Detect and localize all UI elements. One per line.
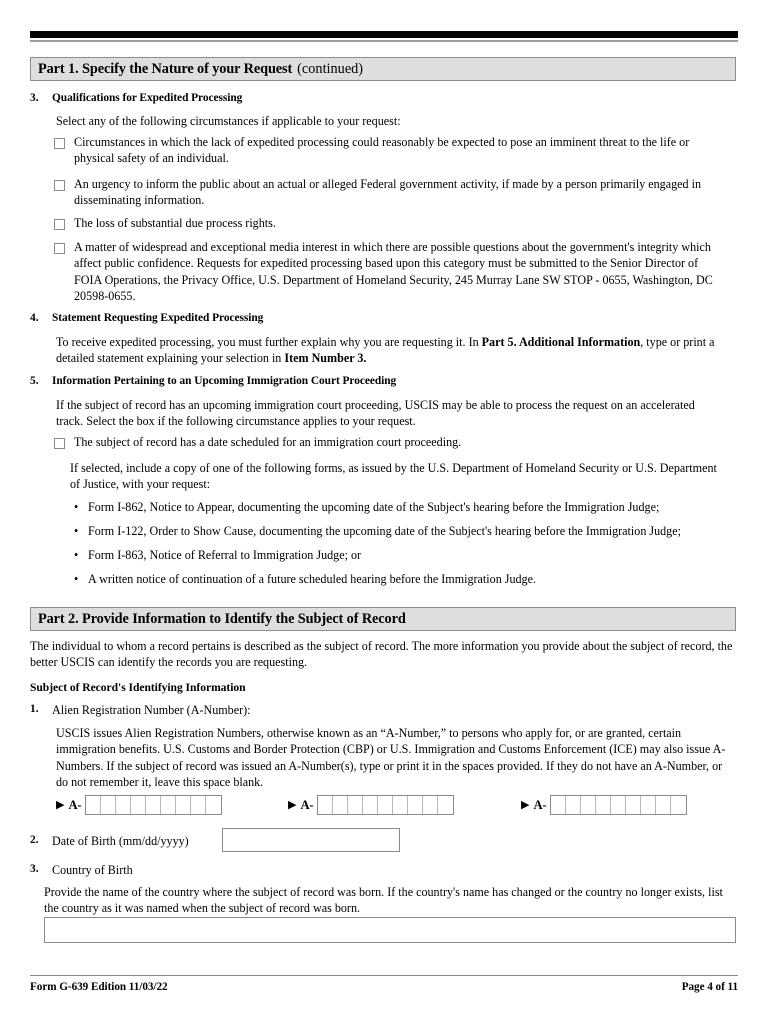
bullet-icon: • <box>74 572 79 586</box>
item-3-title: Qualifications for Expedited Processing <box>52 92 243 104</box>
a-number-cell[interactable] <box>438 796 453 814</box>
a-number-prefix-label: A- <box>300 797 314 812</box>
p2-item-3-number: 3. <box>30 863 39 875</box>
checkbox-due-process-rights[interactable] <box>54 219 65 230</box>
item-4-body-a: To receive expedited processing, you must further explain why you are requesting it. In <box>56 335 482 349</box>
a-number-cell[interactable] <box>611 796 626 814</box>
a-number-cell[interactable] <box>318 796 333 814</box>
a-number-cells-1[interactable] <box>85 795 222 815</box>
bullet-form-i-122: Form I-122, Order to Show Cause, documenting the upcoming date of the Subject's hearing before the Immigration Judge; <box>88 524 681 538</box>
item-4-body-bold-1: Part 5. Additional Information <box>481 335 641 349</box>
item-5-title: Information Pertaining to an Upcoming Immigration Court Proceeding <box>52 375 397 387</box>
a-number-cell[interactable] <box>378 796 393 814</box>
p2-item-1-number: 1. <box>30 703 39 715</box>
bullet-form-i-862: Form I-862, Notice to Appear, documenting the upcoming date of the Subject's hearing before the Immigration Judge; <box>88 500 660 514</box>
checkbox-urgency-inform-public-label: An urgency to inform the public about an actual or alleged Federal government activity, if made by a person primarily engaged in disseminating information. <box>74 177 701 208</box>
item-3-intro: Select any of the following circumstances if applicable to your request: <box>56 114 401 128</box>
item-3-number: 3. <box>30 92 39 104</box>
a-number-cell[interactable] <box>86 796 101 814</box>
arrow-icon: ▶ <box>56 798 65 811</box>
page-top-rules <box>30 31 738 42</box>
top-black-rule <box>30 31 738 38</box>
item-4-body-bold-2: Item Number 3. <box>284 351 367 366</box>
footer-divider <box>30 975 738 976</box>
item-4-title: Statement Requesting Expedited Processing <box>52 312 264 324</box>
p2-item-1-body: USCIS issues Alien Registration Numbers, otherwise known as an “A-Number,” to persons who apply for, or are granted, certain immigration benefits. U.S. Customs and Border Protection (CBP) or U.S. Immigration and Customs Enforcement (ICE) may also issue A-Numbers. If the subject of record was issued an A-Number(s), type or print it in the spaces provided. If they do not have an A-Number, or do not remember it, leave this space blank. <box>56 726 726 790</box>
bullet-written-notice-continuation: A written notice of continuation of a future scheduled hearing before the Immigration Judge. <box>88 572 536 586</box>
a-number-cell[interactable] <box>393 796 408 814</box>
a-number-cell[interactable] <box>626 796 641 814</box>
a-number-cell[interactable] <box>641 796 656 814</box>
a-number-cell[interactable] <box>581 796 596 814</box>
item-4-body <box>56 334 734 367</box>
a-number-prefix-label: A- <box>68 797 82 812</box>
a-number-cell[interactable] <box>191 796 206 814</box>
footer-page-number: Page 4 of 11 <box>681 981 738 993</box>
country-of-birth-label: Country of Birth <box>52 863 133 877</box>
date-of-birth-label: Date of Birth (mm/dd/yyyy) <box>52 834 189 848</box>
part-2-header <box>30 607 736 631</box>
a-number-cell[interactable] <box>551 796 566 814</box>
a-number-cell[interactable] <box>161 796 176 814</box>
a-number-field-1[interactable] <box>56 795 222 815</box>
a-number-cell[interactable] <box>146 796 161 814</box>
checkbox-urgency-inform-public[interactable] <box>54 180 65 191</box>
subject-of-record-subheading: Subject of Record's Identifying Information <box>30 681 246 694</box>
checkbox-due-process-rights-label: The loss of substantial due process rights. <box>74 216 276 230</box>
a-number-cell[interactable] <box>656 796 671 814</box>
a-number-field-3[interactable] <box>521 795 687 815</box>
a-number-prefix-label: A- <box>533 797 547 812</box>
part-1-continued-label: (continued) <box>297 60 364 77</box>
a-number-cell[interactable] <box>101 796 116 814</box>
item-4-body-b: , type or print a detailed statement explaining your selection in <box>56 335 715 366</box>
checkbox-imminent-threat-label: Circumstances in which the lack of expedited processing could reasonably be expected to pose an imminent threat to the life or physical safety of an individual. <box>74 135 690 166</box>
checkbox-court-proceeding-date[interactable] <box>54 438 65 449</box>
a-number-cells-2[interactable] <box>317 795 454 815</box>
a-number-cell[interactable] <box>363 796 378 814</box>
a-number-cell[interactable] <box>333 796 348 814</box>
country-of-birth-input[interactable] <box>44 917 736 943</box>
item-5-intro: If the subject of record has an upcoming immigration court proceeding, USCIS may be able to process the request on an accelerated track. Select the box if the following circumstance applies to your request. <box>56 398 695 429</box>
checkbox-imminent-threat[interactable] <box>54 138 65 149</box>
a-number-cell[interactable] <box>596 796 611 814</box>
checkbox-court-proceeding-date-label: The subject of record has a date scheduled for an immigration court proceeding. <box>74 435 462 449</box>
a-number-cells-3[interactable] <box>550 795 687 815</box>
arrow-icon: ▶ <box>521 798 530 811</box>
checkbox-media-interest[interactable] <box>54 243 65 254</box>
a-number-cell[interactable] <box>176 796 191 814</box>
footer-form-info: Form G-639 Edition 11/03/22 <box>30 981 168 993</box>
a-number-cell[interactable] <box>423 796 438 814</box>
item-5-number: 5. <box>30 375 39 387</box>
part-2-intro: The individual to whom a record pertains is described as the subject of record. The more information you provide about the subject of record, the better USCIS can identify the records you are requesting. <box>30 639 733 670</box>
a-number-cell[interactable] <box>116 796 131 814</box>
bullet-icon: • <box>74 548 79 562</box>
bullet-icon: • <box>74 500 79 514</box>
part-1-header <box>30 57 736 81</box>
checkbox-media-interest-label: A matter of widespread and exceptional media interest in which there are possible questions about the government's integrity which affect public confidence. Requests for expedited processing based upon this category must be submitted to the Senior Director of FOIA Operations, the Privacy Office, U.S. Department of Homeland Security, 245 Murray Lane SW STOP - 0655, Washington, DC 20598-0655. <box>74 240 713 304</box>
p2-item-2-number: 2. <box>30 834 39 846</box>
a-number-cell[interactable] <box>671 796 686 814</box>
a-number-field-2[interactable] <box>288 795 454 815</box>
a-number-cell[interactable] <box>348 796 363 814</box>
part-2-title: Part 2. Provide Information to Identify the Subject of Record <box>38 610 406 627</box>
country-of-birth-instructions: Provide the name of the country where the subject of record was born. If the country's name has changed or the country no longer exists, list the country as it was named when the subject of record was born. <box>44 885 723 916</box>
part-1-title: Part 1. Specify the Nature of your Request <box>38 60 293 77</box>
item-4-number: 4. <box>30 312 39 324</box>
bullet-form-i-863: Form I-863, Notice of Referral to Immigration Judge; or <box>88 548 362 562</box>
a-number-cell[interactable] <box>131 796 146 814</box>
a-number-cell[interactable] <box>206 796 221 814</box>
p2-item-1-title: Alien Registration Number (A-Number): <box>52 703 251 717</box>
bullet-icon: • <box>74 524 79 538</box>
a-number-cell[interactable] <box>566 796 581 814</box>
top-gray-rule <box>30 40 738 42</box>
item-5-if-selected: If selected, include a copy of one of the following forms, as issued by the U.S. Department of Homeland Security or U.S. Department of Justice, with your request: <box>70 461 717 492</box>
date-of-birth-input[interactable] <box>222 828 400 852</box>
arrow-icon: ▶ <box>288 798 297 811</box>
a-number-cell[interactable] <box>408 796 423 814</box>
